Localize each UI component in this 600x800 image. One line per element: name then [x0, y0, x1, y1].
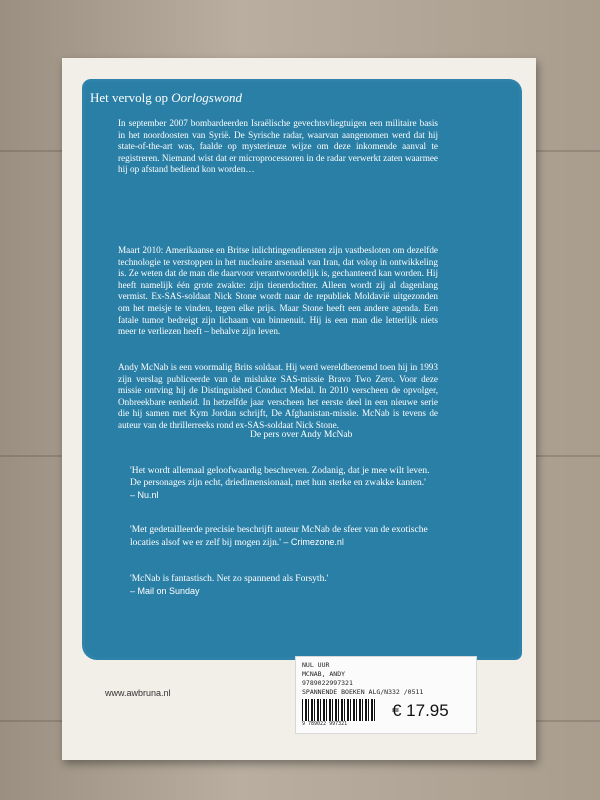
price-sticker — [295, 656, 477, 734]
quote-text: 'Met gedetailleerde precisie beschrijft auteur McNab de sfeer van de exotische locaties alsof we er zelf bij mogen zijn.' — [130, 525, 428, 548]
sticker-line-1: NUL UUR — [302, 661, 330, 669]
sticker-line-3: 9789022997321 — [302, 679, 353, 687]
cover-heading — [90, 90, 390, 106]
blurb-paragraph-2: Maart 2010: Amerikaanse en Britse inlichtingendiensten zijn vastbesloten om dezelfde technologie te verstoppen in het nucleaire arsenaal van Iran, dat volop in ontwikkeling is. Ze weten dat de man die daarvoor verantwoordelijk is, gechanteerd kan worden. Hij heeft namelijk één grote zwakte: zijn tienerdochter. Alleen wordt zij al dagenlang vermist. Ex-SAS-soldaat Nick Stone wordt naar de republiek Moldavië uitgezonden om het meisje te vinden, tegen elke prijs. Maar Stone heeft een andere agenda. Een fatale tumor bedreigt zijn lichaam van binnenuit. Hij is een man die letterlijk niets meer te verliezen heeft – behalve zijn leven. — [118, 245, 438, 337]
barcode-icon — [302, 699, 376, 721]
quote-source: – Crimezone.nl — [283, 537, 344, 547]
blurb-paragraph-1: In september 2007 bombardeerden Israëlische gevechtsvliegtuigen een militaire basis in het noordoosten van Syrië. De Syrische radar, waarvan aangenomen werd dat hij state-of-the-art was, faalde op mysterieuze wijze om deze inkomende aanval te registreren. Niemand wist dat er microprocessoren in de radar verwerkt zaten waarmee hij op afstand bediend kon worden… — [118, 118, 438, 175]
press-quote-2 — [130, 524, 430, 549]
quote-text: 'Het wordt allemaal geloofwaardig beschreven. Zodanig, dat je mee wilt leven. De personages zijn echt, driedimensionaal, met hun sterke en zwakke kanten.' — [130, 466, 430, 488]
press-heading: De pers over Andy McNab — [250, 430, 353, 440]
quote-source: – Nu.nl — [130, 490, 159, 500]
price-label: € 17.95 — [392, 701, 449, 720]
author-bio: Andy McNab is een voormalig Brits soldaat. Hij werd wereldberoemd toen hij in 1993 zijn verslag publiceerde van de mislukte SAS-missie Bravo Two Zero. Voor deze missie ontving hij de Distinguished Conduct Medal. In 2010 verscheen de opvolger, Onbreekbare eenheid. In hetzelfde jaar verscheen het eerste deel in een nieuwe serie die hij samen met Kym Jordan schrijft, De Afghanistan-missie. McNab is tevens de auteur van de thrillerreeks rond ex-SAS-soldaat Nick Stone. — [118, 362, 438, 430]
publisher-website: www.awbruna.nl — [105, 688, 171, 698]
quote-text: 'McNab is fantastisch. Net zo spannend als Forsyth.' — [130, 574, 329, 584]
press-quote-1 — [130, 465, 430, 502]
sticker-line-4: SPANNENDE BOEKEN ALG/N332 /0511 — [302, 688, 424, 696]
quote-source: – Mail on Sunday — [130, 586, 200, 596]
sticker-line-2: MCNAB, ANDY — [302, 670, 346, 678]
heading-prefix: Het vervolg op — [90, 90, 168, 105]
barcode-number: 9 789022 997321 — [302, 721, 348, 727]
heading-title: Oorlogswond — [171, 90, 243, 105]
press-quote-3 — [130, 573, 430, 598]
